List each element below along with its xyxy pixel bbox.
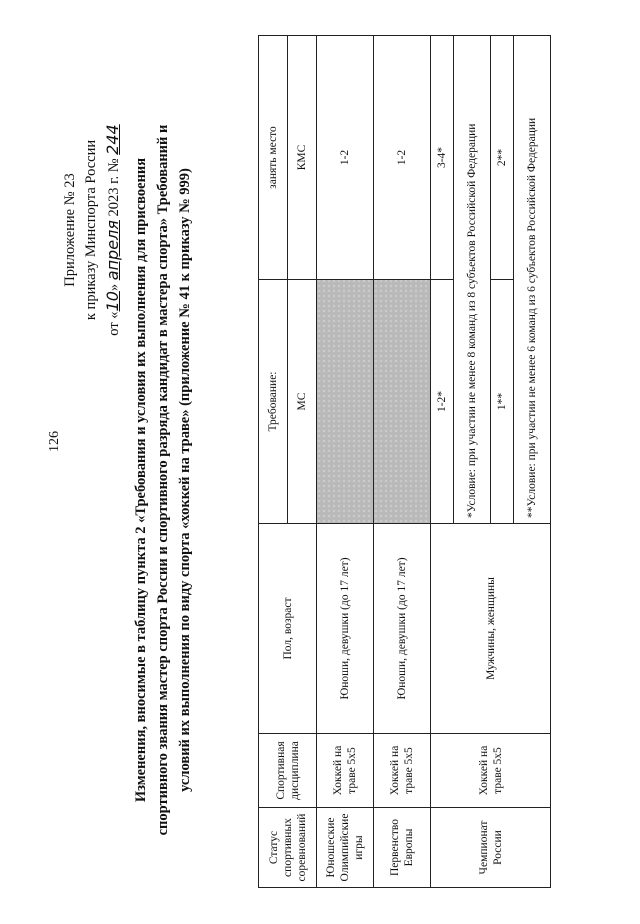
header-place: занять место — [259, 36, 288, 280]
date-mid: » — [106, 283, 122, 292]
row-kms: 1-2 — [317, 36, 374, 280]
russia-gender-age: Мужчины, женщины — [431, 524, 551, 734]
russia-ms-2: 1** — [491, 280, 514, 524]
date-year: 2023 г. № — [106, 158, 122, 217]
appendix-line-1: Приложение № 23 — [62, 173, 78, 287]
date-month: апреля — [103, 220, 122, 281]
table-row — [374, 36, 431, 888]
row-gender-age: Юноши, девушки (до 17 лет) — [374, 524, 431, 734]
row-ms-shaded — [374, 280, 431, 524]
header-status: Статус спортивных соревнований — [259, 808, 317, 888]
row-discipline: Хоккей на траве 5x5 — [374, 734, 431, 808]
date-prefix: от « — [106, 311, 122, 336]
appendix-block — [60, 50, 125, 410]
appendix-line-2: к приказу Минспорта России — [83, 139, 99, 321]
title-line-1: Изменения, вносимые в таблицу пункта 2 «Требования и условия их выполнения для присвоения — [133, 157, 149, 803]
russia-ms-1: 1-2* — [431, 280, 454, 524]
russia-note-2: **Условие: при участии не менее 6 команд из 6 субъектов Российской Федерации — [514, 36, 551, 524]
title-line-3: условий их выполнения по виду спорта «хоккей на траве» (приложение № 41 к приказу № 999) — [177, 168, 193, 792]
header-discipline: Спортивная дисциплина — [259, 734, 317, 808]
header-gender-age: Пол, возраст — [259, 524, 317, 734]
header-ms: МС — [288, 280, 317, 524]
russia-kms-1: 3-4* — [431, 36, 454, 280]
header-kms: КМС — [288, 36, 317, 280]
russia-note-1: *Условие: при участии не менее 8 команд из 8 субъектов Российской Федерации — [454, 36, 491, 524]
table-row — [431, 36, 454, 888]
table-block — [258, 35, 551, 888]
row-kms: 1-2 — [374, 36, 431, 280]
russia-kms-2: 2** — [491, 36, 514, 280]
header-requirement: Требование: — [259, 280, 288, 524]
row-ms-shaded — [317, 280, 374, 524]
heading-block — [60, 50, 220, 910]
document-title — [130, 60, 196, 900]
row-discipline: Хоккей на траве 5x5 — [317, 734, 374, 808]
appendix-date-line — [102, 50, 125, 410]
row-status: Юношеские Олимпийские игры — [317, 808, 374, 888]
russia-status: Чемпионат России — [431, 808, 551, 888]
page-number: 126 — [47, 431, 62, 452]
header-row-1 — [259, 36, 288, 888]
row-gender-age: Юноши, девушки (до 17 лет) — [317, 524, 374, 734]
russia-discipline: Хоккей на траве 5x5 — [431, 734, 551, 808]
order-number: 244 — [103, 124, 122, 155]
date-day: 10 — [103, 291, 122, 312]
title-line-2: спортивного звания мастер спорта России и спортивного разряда кандидат в мастера спорта» Требований и — [155, 124, 171, 836]
row-status: Первенство Европы — [374, 808, 431, 888]
requirements-table — [258, 35, 551, 888]
table-row — [317, 36, 374, 888]
